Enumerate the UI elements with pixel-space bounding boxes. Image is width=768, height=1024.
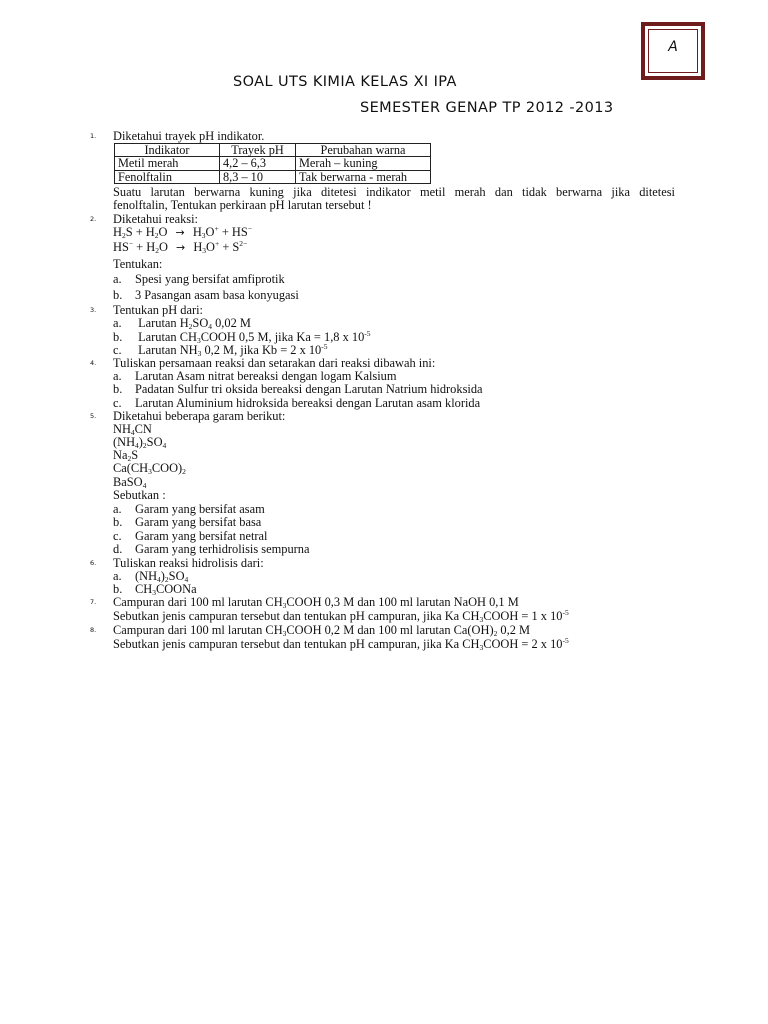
version-label: A xyxy=(668,39,678,55)
q5-number: 5. xyxy=(90,412,97,420)
salt-nh4-2so4: $(NH_4)_2SO_4$ xyxy=(113,435,167,450)
q4-number: 4. xyxy=(90,359,97,367)
q5-item-c: c. Garam yang bersifat netral xyxy=(113,529,268,543)
q8-line2: Sebutkan jenis campuran tersebut dan tentukan pH campuran, jika Ka $CH_3COOH = 2$ x $10^{-5}$ xyxy=(113,636,569,652)
q1-text-line2: fenolftalin, Tentukan perkiraan pH larutan tersebut ! xyxy=(113,198,372,212)
q2-item-a: a. Spesi yang bersifat amfiprotik xyxy=(113,272,285,286)
q6-item-b: b. $CH_3COONa$ xyxy=(113,582,197,597)
q3-item-a: a. Larutan $H_2SO_4$ 0,02 M xyxy=(113,316,251,331)
q4-item-b: b. Padatan Sulfur tri oksida bereaksi dengan Larutan Natrium hidroksida xyxy=(113,382,483,396)
q2-tentukan: Tentukan: xyxy=(113,257,163,271)
q1-text-line1: Suatu larutan berwarna kuning jika ditetesi indikator metil merah dan tidak berwarna jika ditetesi xyxy=(113,185,675,199)
q5-item-d: d. Garam yang terhidrolisis sempurna xyxy=(113,542,310,556)
table-row xyxy=(115,170,431,183)
table-header-row xyxy=(115,144,431,157)
reaction-1: $H_2S + H_2O \to H_3O^+ + HS^-$ xyxy=(113,224,252,240)
q3-item-b: b. Larutan $CH_3COOH$ 0,5 M, jika Ka = 1,8 x $10^{-5}$ xyxy=(113,329,371,345)
q1-intro: Diketahui trayek pH indikator. xyxy=(113,129,265,143)
table-header: Indikator xyxy=(115,144,220,157)
q4-item-c: c. Larutan Aluminium hidroksida bereaksi dengan Larutan asam klorida xyxy=(113,396,481,410)
semester-title: SEMESTER GENAP TP 2012 -2013 xyxy=(360,100,614,116)
table-cell: Fenolftalin xyxy=(115,170,220,183)
q4-intro: Tuliskan persamaan reaksi dan setarakan dari reaksi dibawah ini: xyxy=(113,356,436,370)
q5-sebutkan: Sebutkan : xyxy=(113,488,166,502)
q2-intro: Diketahui reaksi: xyxy=(113,212,198,226)
q1-number: 1. xyxy=(90,132,97,140)
version-box xyxy=(641,22,705,80)
table-cell: Tak berwarna - merah xyxy=(296,170,431,183)
page-title: SOAL UTS KIMIA KELAS XI IPA xyxy=(233,74,457,90)
q3-number: 3. xyxy=(90,306,97,314)
q7-line2: Sebutkan jenis campuran tersebut dan tentukan pH campuran, jika Ka $CH_3COOH = 1$ x $10^{-5}$ xyxy=(113,608,569,624)
q8-number: 8. xyxy=(90,626,97,634)
salt-na2s: $Na_2S$ xyxy=(113,448,139,463)
q4-item-a: a. Larutan Asam nitrat bereaksi dengan logam Kalsium xyxy=(113,369,397,383)
table-cell: 4,2 – 6,3 xyxy=(220,157,296,170)
q2-item-b: b. 3 Pasangan asam basa konyugasi xyxy=(113,288,299,302)
table-header: Perubahan warna xyxy=(296,144,431,157)
q3-item-c: c. Larutan $NH_3$ 0,2 M, jika Kb = 2 x $10^{-5}$ xyxy=(113,342,328,358)
q6-intro: Tuliskan reaksi hidrolisis dari: xyxy=(113,556,264,570)
q3-intro: Tentukan pH dari: xyxy=(113,303,203,317)
table-cell: Metil merah xyxy=(115,157,220,170)
table-cell: Merah – kuning xyxy=(296,157,431,170)
table-cell: 8,3 – 10 xyxy=(220,170,296,183)
indicator-table xyxy=(114,143,431,184)
q7-line1: Campuran dari 100 ml larutan $CH_3COOH$ 0,3 M dan 100 ml larutan NaOH 0,1 M xyxy=(113,595,519,610)
salt-nh4cn: $NH_4CN$ xyxy=(113,422,152,437)
salt-ca-ch3coo-2: $Ca(CH_3COO)_2$ xyxy=(113,461,186,476)
q6-item-a: a. $(NH_4)_2SO_4$ xyxy=(113,569,189,584)
q6-number: 6. xyxy=(90,559,97,567)
table-header: Trayek pH xyxy=(220,144,296,157)
q5-intro: Diketahui beberapa garam berikut: xyxy=(113,409,286,423)
q8-line1: Campuran dari 100 ml larutan $CH_3COOH$ 0,2 M dan 100 ml larutan $Ca(OH)_2$ 0,2 M xyxy=(113,623,531,638)
reaction-2: $HS^- + H_2O \to H_3O^+ + S^{2-}$ xyxy=(113,239,248,255)
q2-number: 2. xyxy=(90,215,97,223)
q5-item-a: a. Garam yang bersifat asam xyxy=(113,502,265,516)
salt-baso4: BaSO$_4$ xyxy=(113,475,147,490)
q5-item-b: b. Garam yang bersifat basa xyxy=(113,515,262,529)
table-row xyxy=(115,157,431,170)
q7-number: 7. xyxy=(90,598,97,606)
